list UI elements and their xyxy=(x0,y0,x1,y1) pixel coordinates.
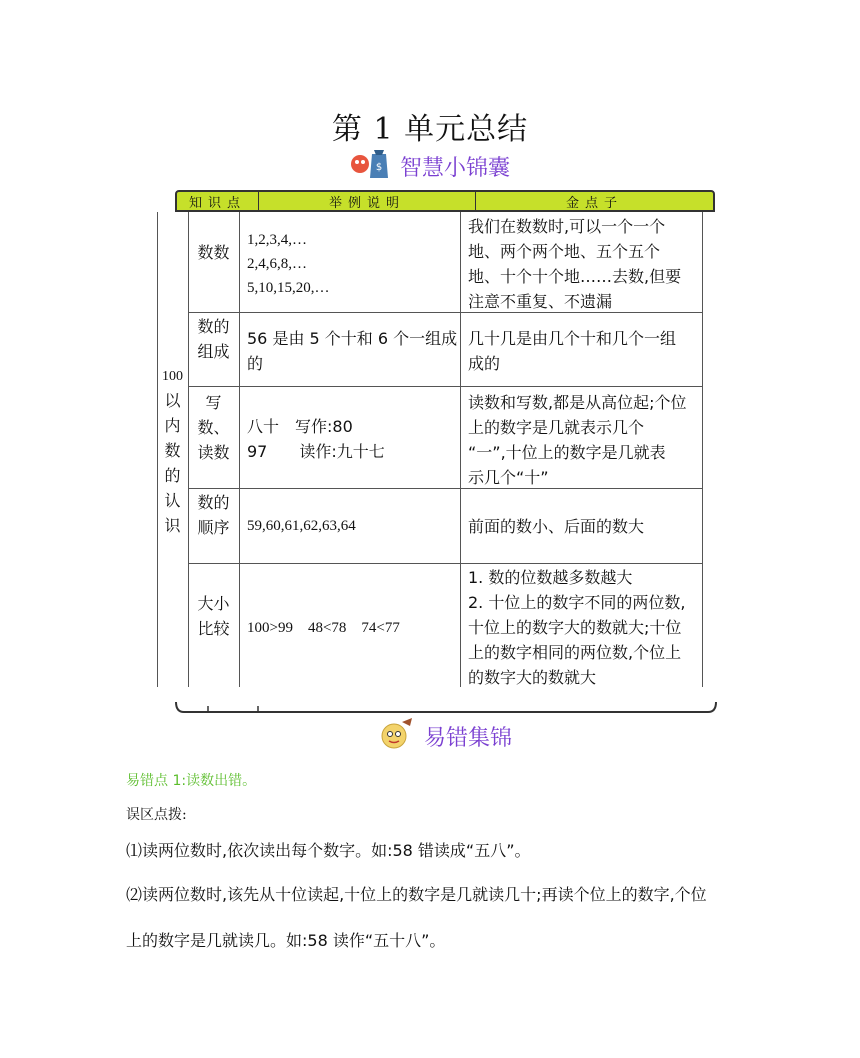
hint-paragraph-1: ⑴读两位数时,依次读出每个数字。如:58 错读成“五八”。 xyxy=(126,841,531,860)
row-tip-comparison: 1. 数的位数越多数越大 2. 十位上的数字不同的两位数, 十位上的数字大的数就大;十位 上的数字相同的两位数,个位上 的数字大的数就大 xyxy=(468,568,686,687)
row-tip-composition: 几十几是由几个十和几个一组 成的 xyxy=(468,329,677,373)
hint-paragraph-2-line-2: 上的数字是几就读几。如:58 读作“五十八”。 xyxy=(126,931,446,950)
row-topic-counting: 数数 xyxy=(197,243,230,262)
row-topic-read-write: 写 数、 读数 xyxy=(197,393,230,462)
header-example: 举例说明 xyxy=(259,192,476,210)
header-golden-tips: 金点子 xyxy=(565,195,623,211)
row-tip-counting: 我们在数数时,可以一个一个 地、两个两个地、五个五个 地、十个十个地……去数,但要 注意不重复、不遗漏 xyxy=(468,217,682,311)
svg-text:$: $ xyxy=(375,162,383,173)
row-example-composition: 56 是由 5 个十和 6 个一组成 的 xyxy=(247,329,458,373)
row-topic-order: 数的 顺序 xyxy=(197,493,230,537)
row-example-order: 59,60,61,62,63,64 xyxy=(247,518,356,534)
category-label: 100 以 内 数 的 认 识 xyxy=(162,369,183,535)
table-bottom-bracket xyxy=(174,700,718,716)
row-example-read-write: 八十 写作:80 97 读作:九十七 xyxy=(247,417,385,461)
section-heading-tips xyxy=(348,146,510,186)
page-title: 第 1 单元总结 xyxy=(331,112,529,147)
section-heading-errors xyxy=(376,716,512,756)
section-label-tips: 智慧小锦囊 xyxy=(400,155,511,181)
hint-label: 误区点拨: xyxy=(126,807,187,823)
row-topic-composition: 数的 组成 xyxy=(197,317,230,361)
row-example-comparison: 100>99 48<78 74<77 xyxy=(247,620,400,636)
row-tip-order: 前面的数小、后面的数大 xyxy=(468,517,645,536)
header-knowledge-point: 知识点 xyxy=(177,192,259,210)
row-example-counting: 1,2,3,4,… 2,4,6,8,… 5,10,15,20,… xyxy=(247,232,330,296)
error-point-title: 易错点 1:读数出错。 xyxy=(126,773,257,789)
wise-tips-mascot-icon xyxy=(348,146,392,186)
section-label-errors: 易错集锦 xyxy=(424,725,513,751)
row-topic-comparison: 大小 比较 xyxy=(197,594,230,638)
row-tip-read-write: 读数和写数,都是从高位起;个位 上的数字是几就表示几个 “一”,十位上的数字是几就表 示几个“十” xyxy=(468,393,687,487)
hint-paragraph-2-line-1: ⑵读两位数时,该先从十位读起,十位上的数字是几就读几十;再读个位上的数字,个位 xyxy=(126,885,707,904)
table-header xyxy=(175,190,715,212)
error-collection-mascot-icon xyxy=(376,716,416,756)
